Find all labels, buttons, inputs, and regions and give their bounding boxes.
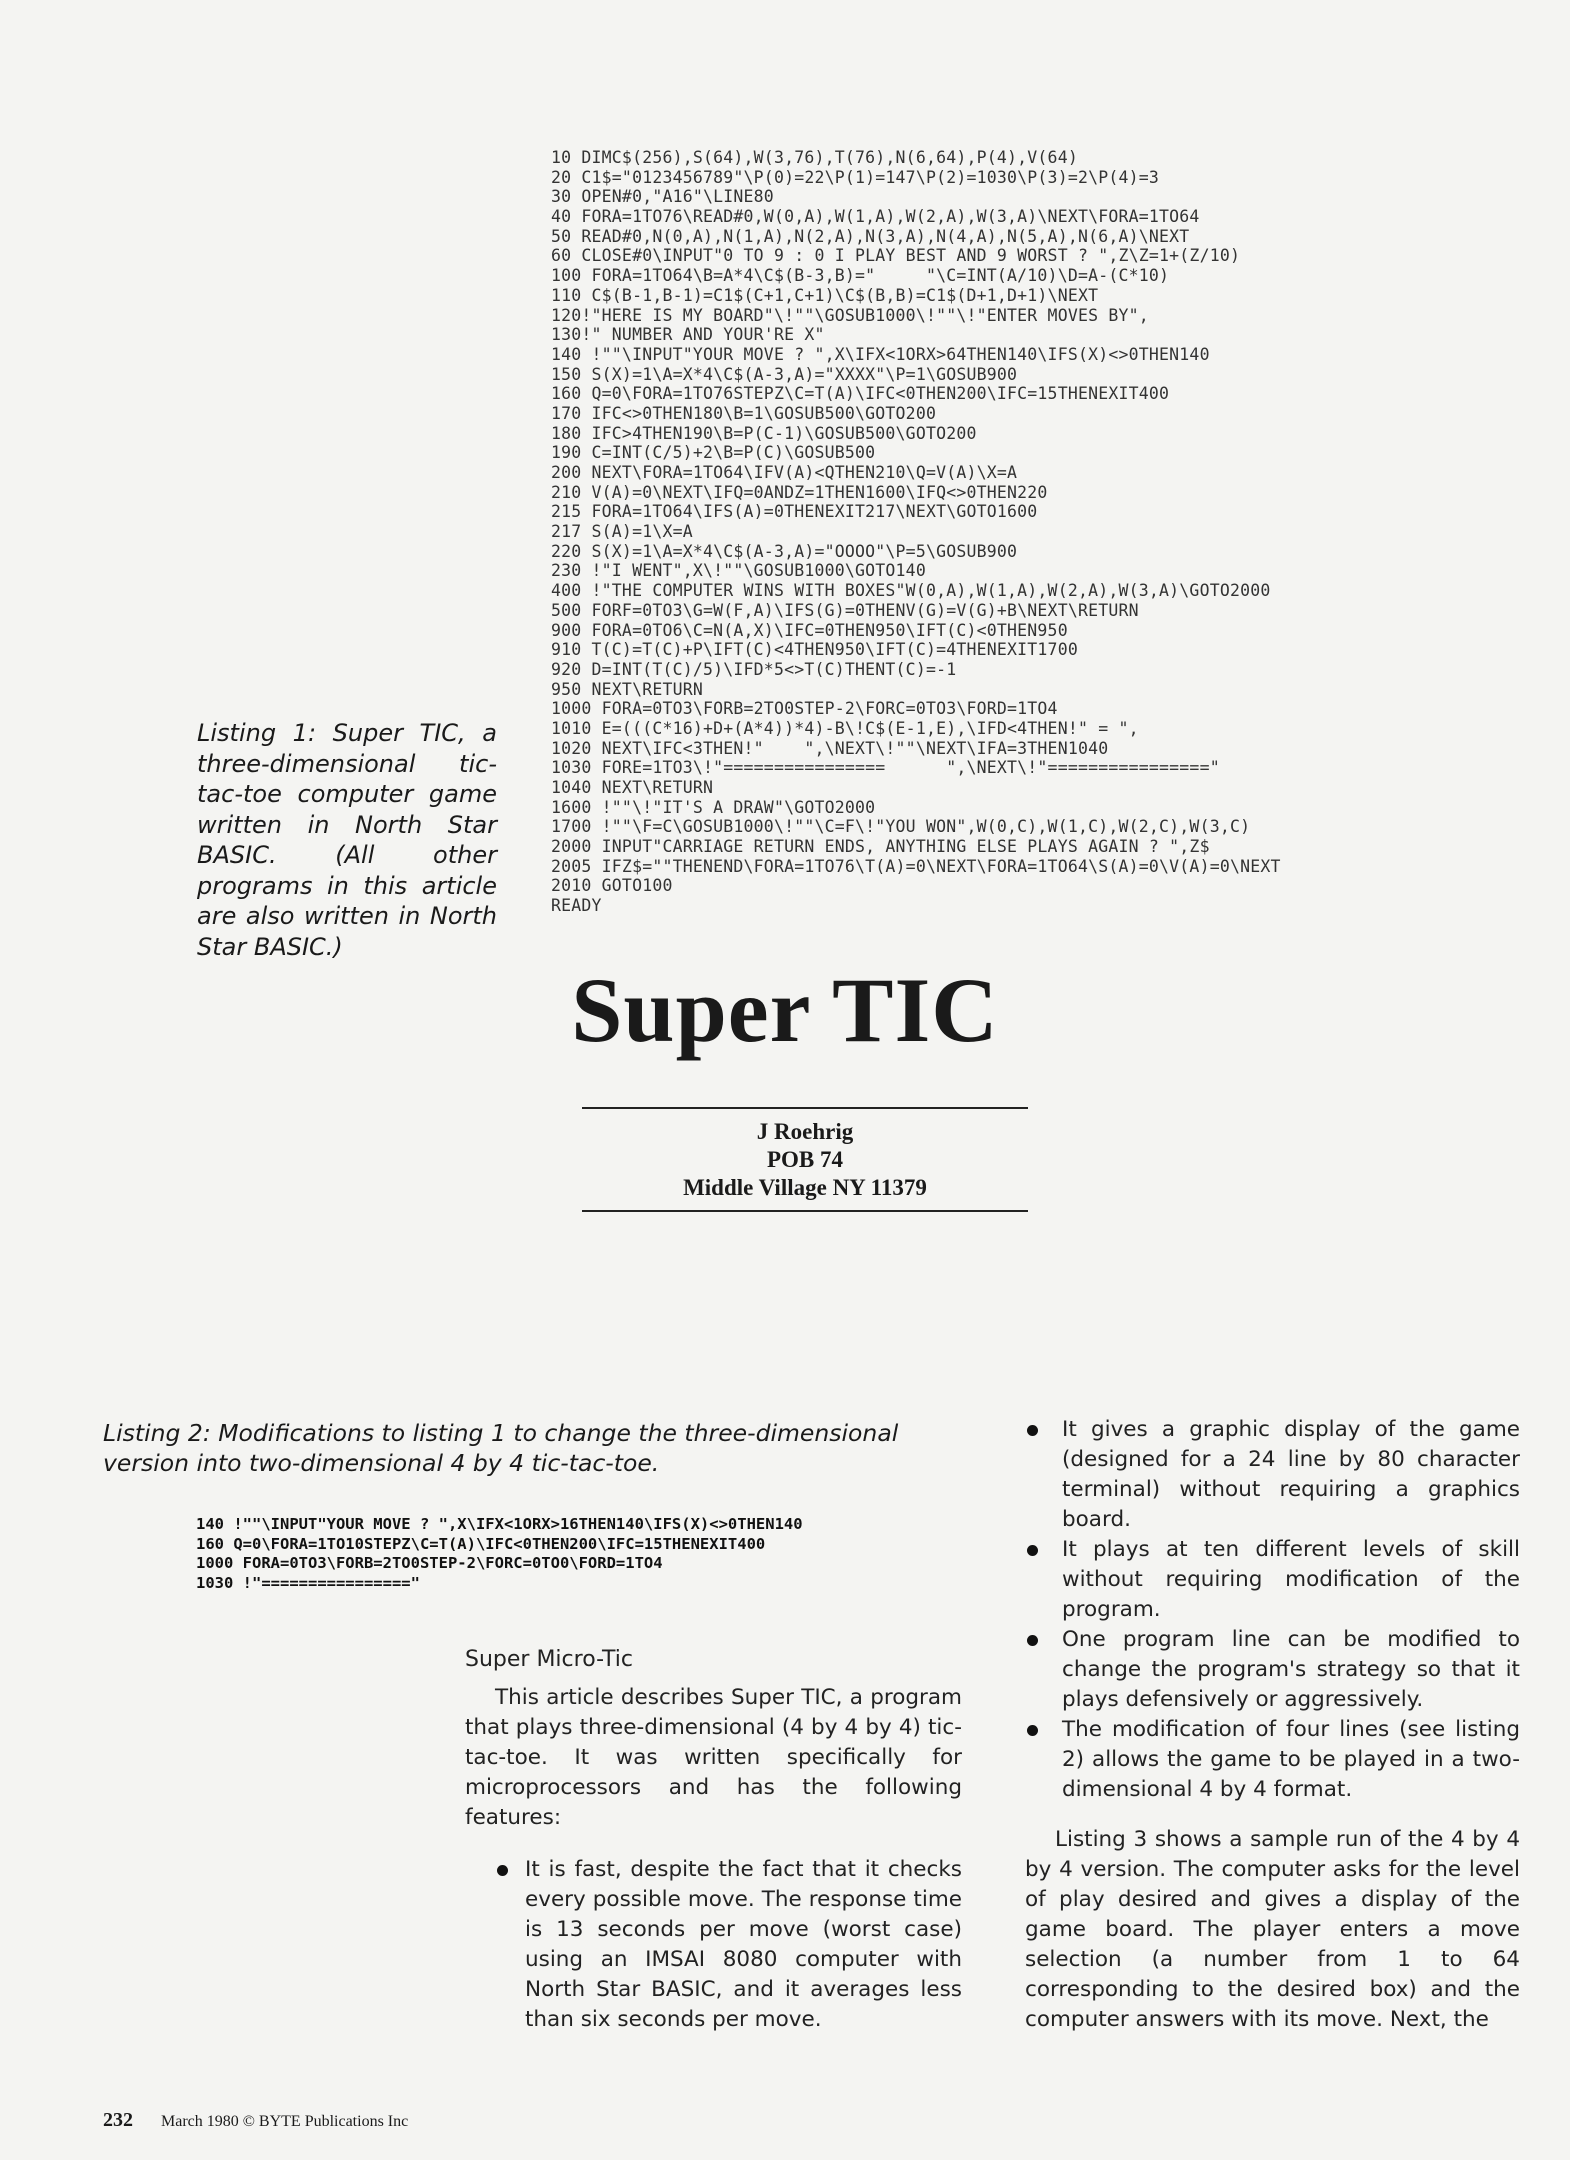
author-address-line-1: POB 74 xyxy=(766,1147,844,1172)
code-line: 2000 INPUT"CARRIAGE RETURN ENDS, ANYTHING ELSE PLAYS AGAIN ? ",Z$ xyxy=(551,837,1210,857)
code-line: 220 S(X)=1\A=X*4\C$(A-3,A)="OOOO"\P=5\GOSUB900 xyxy=(551,541,1018,561)
code-line: 1020 NEXT\IFC<3THEN!" ",\NEXT\!""\NEXT\IFA=3THEN1040 xyxy=(551,738,1109,758)
author-block xyxy=(582,1118,1028,1202)
code-line: 1000 FORA=0TO3\FORB=2TO0STEP-2\FORC=0TO0\FORD=1TO4 xyxy=(196,1554,663,1572)
code-line: 130!" NUMBER AND YOUR'RE X" xyxy=(551,325,825,345)
listing-1-code xyxy=(551,148,1551,916)
page-number: 232 xyxy=(103,2109,133,2131)
code-line: 215 FORA=1TO64\IFS(A)=0THENEXIT217\NEXT\GOTO1600 xyxy=(551,502,1038,522)
section-heading: Super Micro-Tic xyxy=(465,1647,633,1672)
intro-paragraph: This article describes Super TIC, a program that plays three-dimensional (4 by 4 by 4) tic-tac-toe. It was written specifically for microprocessors and has the following features: xyxy=(465,1685,962,1830)
code-line: 200 NEXT\FORA=1TO64\IFV(A)<QTHEN210\Q=V(A)\X=A xyxy=(551,463,1018,482)
author-address-line-2: Middle Village NY 11379 xyxy=(683,1175,927,1200)
listing-2-code xyxy=(196,1515,996,1593)
code-line: 400 !"THE COMPUTER WINS WITH BOXES"W(0,A),W(1,A),W(2,A),W(3,A)\GOTO2000 xyxy=(551,581,1271,601)
feature-list xyxy=(465,1855,962,2035)
page-footer xyxy=(103,2109,408,2132)
code-line: 210 V(A)=0\NEXT\IFQ=0ANDZ=1THEN1600\IFQ<>0THEN220 xyxy=(551,482,1048,502)
code-line: 150 S(X)=1\A=X*4\C$(A-3,A)="XXXX"\P=1\GOSUB900 xyxy=(551,364,1018,384)
code-line: 1600 !""\!"IT'S A DRAW"\GOTO2000 xyxy=(551,797,876,817)
code-line: 920 D=INT(T(C)/5)\IFD*5<>T(C)THENT(C)=-1 xyxy=(551,659,957,679)
feature-item: It plays at ten different levels of skill without requiring modification of the program. xyxy=(1025,1535,1520,1625)
code-line: 217 S(A)=1\X=A xyxy=(551,522,693,542)
code-line: 60 CLOSE#0\INPUT"0 TO 9 : 0 I PLAY BEST AND 9 WORST ? ",Z\Z=1+(Z/10) xyxy=(551,246,1241,266)
feature-item: It gives a graphic display of the game (designed for a 24 line by 80 character terminal) without requiring a graphics board. xyxy=(1025,1415,1520,1535)
code-line: READY xyxy=(551,896,602,916)
code-line: 170 IFC<>0THEN180\B=1\GOSUB500\GOTO200 xyxy=(551,403,937,423)
code-line: 30 OPEN#0,"A16"\LINE80 xyxy=(551,187,774,207)
code-line: 2010 GOTO100 xyxy=(551,876,673,896)
listing-1-caption: Listing 1: Super TIC, a three-dimensional tic-tac-toe computer game written in North Star BASIC. (All other programs in this article are also written in North Star BASIC.) xyxy=(197,719,497,961)
feature-list-continued xyxy=(1025,1415,1520,1805)
feature-item: The modification of four lines (see listing 2) allows the game to be played in a two-dimensional 4 by 4 format. xyxy=(1025,1715,1520,1805)
code-line: 160 Q=0\FORA=1TO10STEPZ\C=T(A)\IFC<0THEN200\IFC=15THENEXIT400 xyxy=(196,1534,766,1553)
code-line: 190 C=INT(C/5)+2\B=P(C)\GOSUB500 xyxy=(551,443,876,463)
code-line: 160 Q=0\FORA=1TO76STEPZ\C=T(A)\IFC<0THEN200\IFC=15THENEXIT400 xyxy=(551,384,1170,404)
feature-item: One program line can be modified to change the program's strategy so that it plays defensively or aggressively. xyxy=(1025,1625,1520,1715)
article-column-right xyxy=(1025,1415,1520,2035)
code-line: 910 T(C)=T(C)+P\IFT(C)<4THEN950\IFT(C)=4THENEXIT1700 xyxy=(551,640,1078,660)
code-line: 1010 E=(((C*16)+D+(A*4))*4)-B\!C$(E-1,E),\IFD<4THEN!" = ", xyxy=(551,718,1139,738)
code-line: 1030 !"================" xyxy=(196,1573,420,1592)
code-line: 140 !""\INPUT"YOUR MOVE ? ",X\IFX<1ORX>64THEN140\IFS(X)<>0THEN140 xyxy=(551,344,1210,364)
imprint: March 1980 © BYTE Publications Inc xyxy=(161,2113,409,2130)
title-rule-bottom xyxy=(582,1210,1028,1212)
code-line: 140 !""\INPUT"YOUR MOVE ? ",X\IFX<1ORX>16THEN140\IFS(X)<>0THEN140 xyxy=(196,1515,803,1533)
code-line: 40 FORA=1TO76\READ#0,W(0,A),W(1,A),W(2,A),W(3,A)\NEXT\FORA=1TO64 xyxy=(551,207,1200,227)
code-line: 230 !"I WENT",X\!""\GOSUB1000\GOTO140 xyxy=(551,561,926,581)
code-line: 1700 !""\F=C\GOSUB1000\!""\C=F\!"YOU WON",W(0,C),W(1,C),W(2,C),W(3,C) xyxy=(551,817,1251,837)
code-line: 50 READ#0,N(0,A),N(1,A),N(2,A),N(3,A),N(4,A),N(5,A),N(6,A)\NEXT xyxy=(551,226,1190,246)
code-line: 20 C1$="0123456789"\P(0)=22\P(1)=147\P(2)=1030\P(3)=2\P(4)=3 xyxy=(551,167,1160,187)
code-line: 1030 FORE=1TO3\!"================ ",\NEXT\!"================" xyxy=(551,758,1220,778)
code-line: 1040 NEXT\RETURN xyxy=(551,778,714,797)
code-line: 1000 FORA=0TO3\FORB=2TO0STEP-2\FORC=0TO3\FORD=1TO4 xyxy=(551,699,1058,719)
article-column-middle xyxy=(465,1645,962,2035)
code-line: 180 IFC>4THEN190\B=P(C-1)\GOSUB500\GOTO200 xyxy=(551,423,977,443)
feature-item: It is fast, despite the fact that it checks every possible move. The response time is 13 seconds per move (worst case) using an IMSAI 8080 computer with North Star BASIC, and it averages less than six seconds per move. xyxy=(495,1855,962,2035)
code-line: 900 FORA=0TO6\C=N(A,X)\IFC=0THEN950\IFT(C)<0THEN950 xyxy=(551,620,1068,640)
title-rule-top xyxy=(582,1107,1028,1109)
code-line: 100 FORA=1TO64\B=A*4\C$(B-3,B)=" "\C=INT(A/10)\D=A-(C*10) xyxy=(551,266,1170,286)
sample-run-paragraph: Listing 3 shows a sample run of the 4 by 4 by 4 version. The computer asks for the level of play desired and gives a display of the game board. The player enters a move selection (a number from 1 to 64 corresponding to the desired box) and the computer answers with its move. Next, the xyxy=(1025,1827,1520,2032)
code-line: 950 NEXT\RETURN xyxy=(551,679,704,699)
code-line: 500 FORF=0TO3\G=W(F,A)\IFS(G)=0THENV(G)=V(G)+B\NEXT\RETURN xyxy=(551,600,1139,620)
code-line: 10 DIMC$(256),S(64),W(3,76),T(76),N(6,64),P(4),V(64) xyxy=(551,148,1078,167)
code-line: 120!"HERE IS MY BOARD"\!""\GOSUB1000\!""\!"ENTER MOVES BY", xyxy=(551,305,1149,325)
article-title: Super TIC xyxy=(571,959,999,1061)
code-line: 2005 IFZ$=""THENEND\FORA=1TO76\T(A)=0\NEXT\FORA=1TO64\S(A)=0\V(A)=0\NEXT xyxy=(551,856,1281,876)
author-name: J Roehrig xyxy=(756,1119,854,1144)
code-line: 110 C$(B-1,B-1)=C1$(C+1,C+1)\C$(B,B)=C1$(D+1,D+1)\NEXT xyxy=(551,285,1099,305)
listing-2-caption: Listing 2: Modifications to listing 1 to change the three-dimensional version into two-dimensional 4 by 4 tic-tac-toe. xyxy=(103,1419,899,1477)
